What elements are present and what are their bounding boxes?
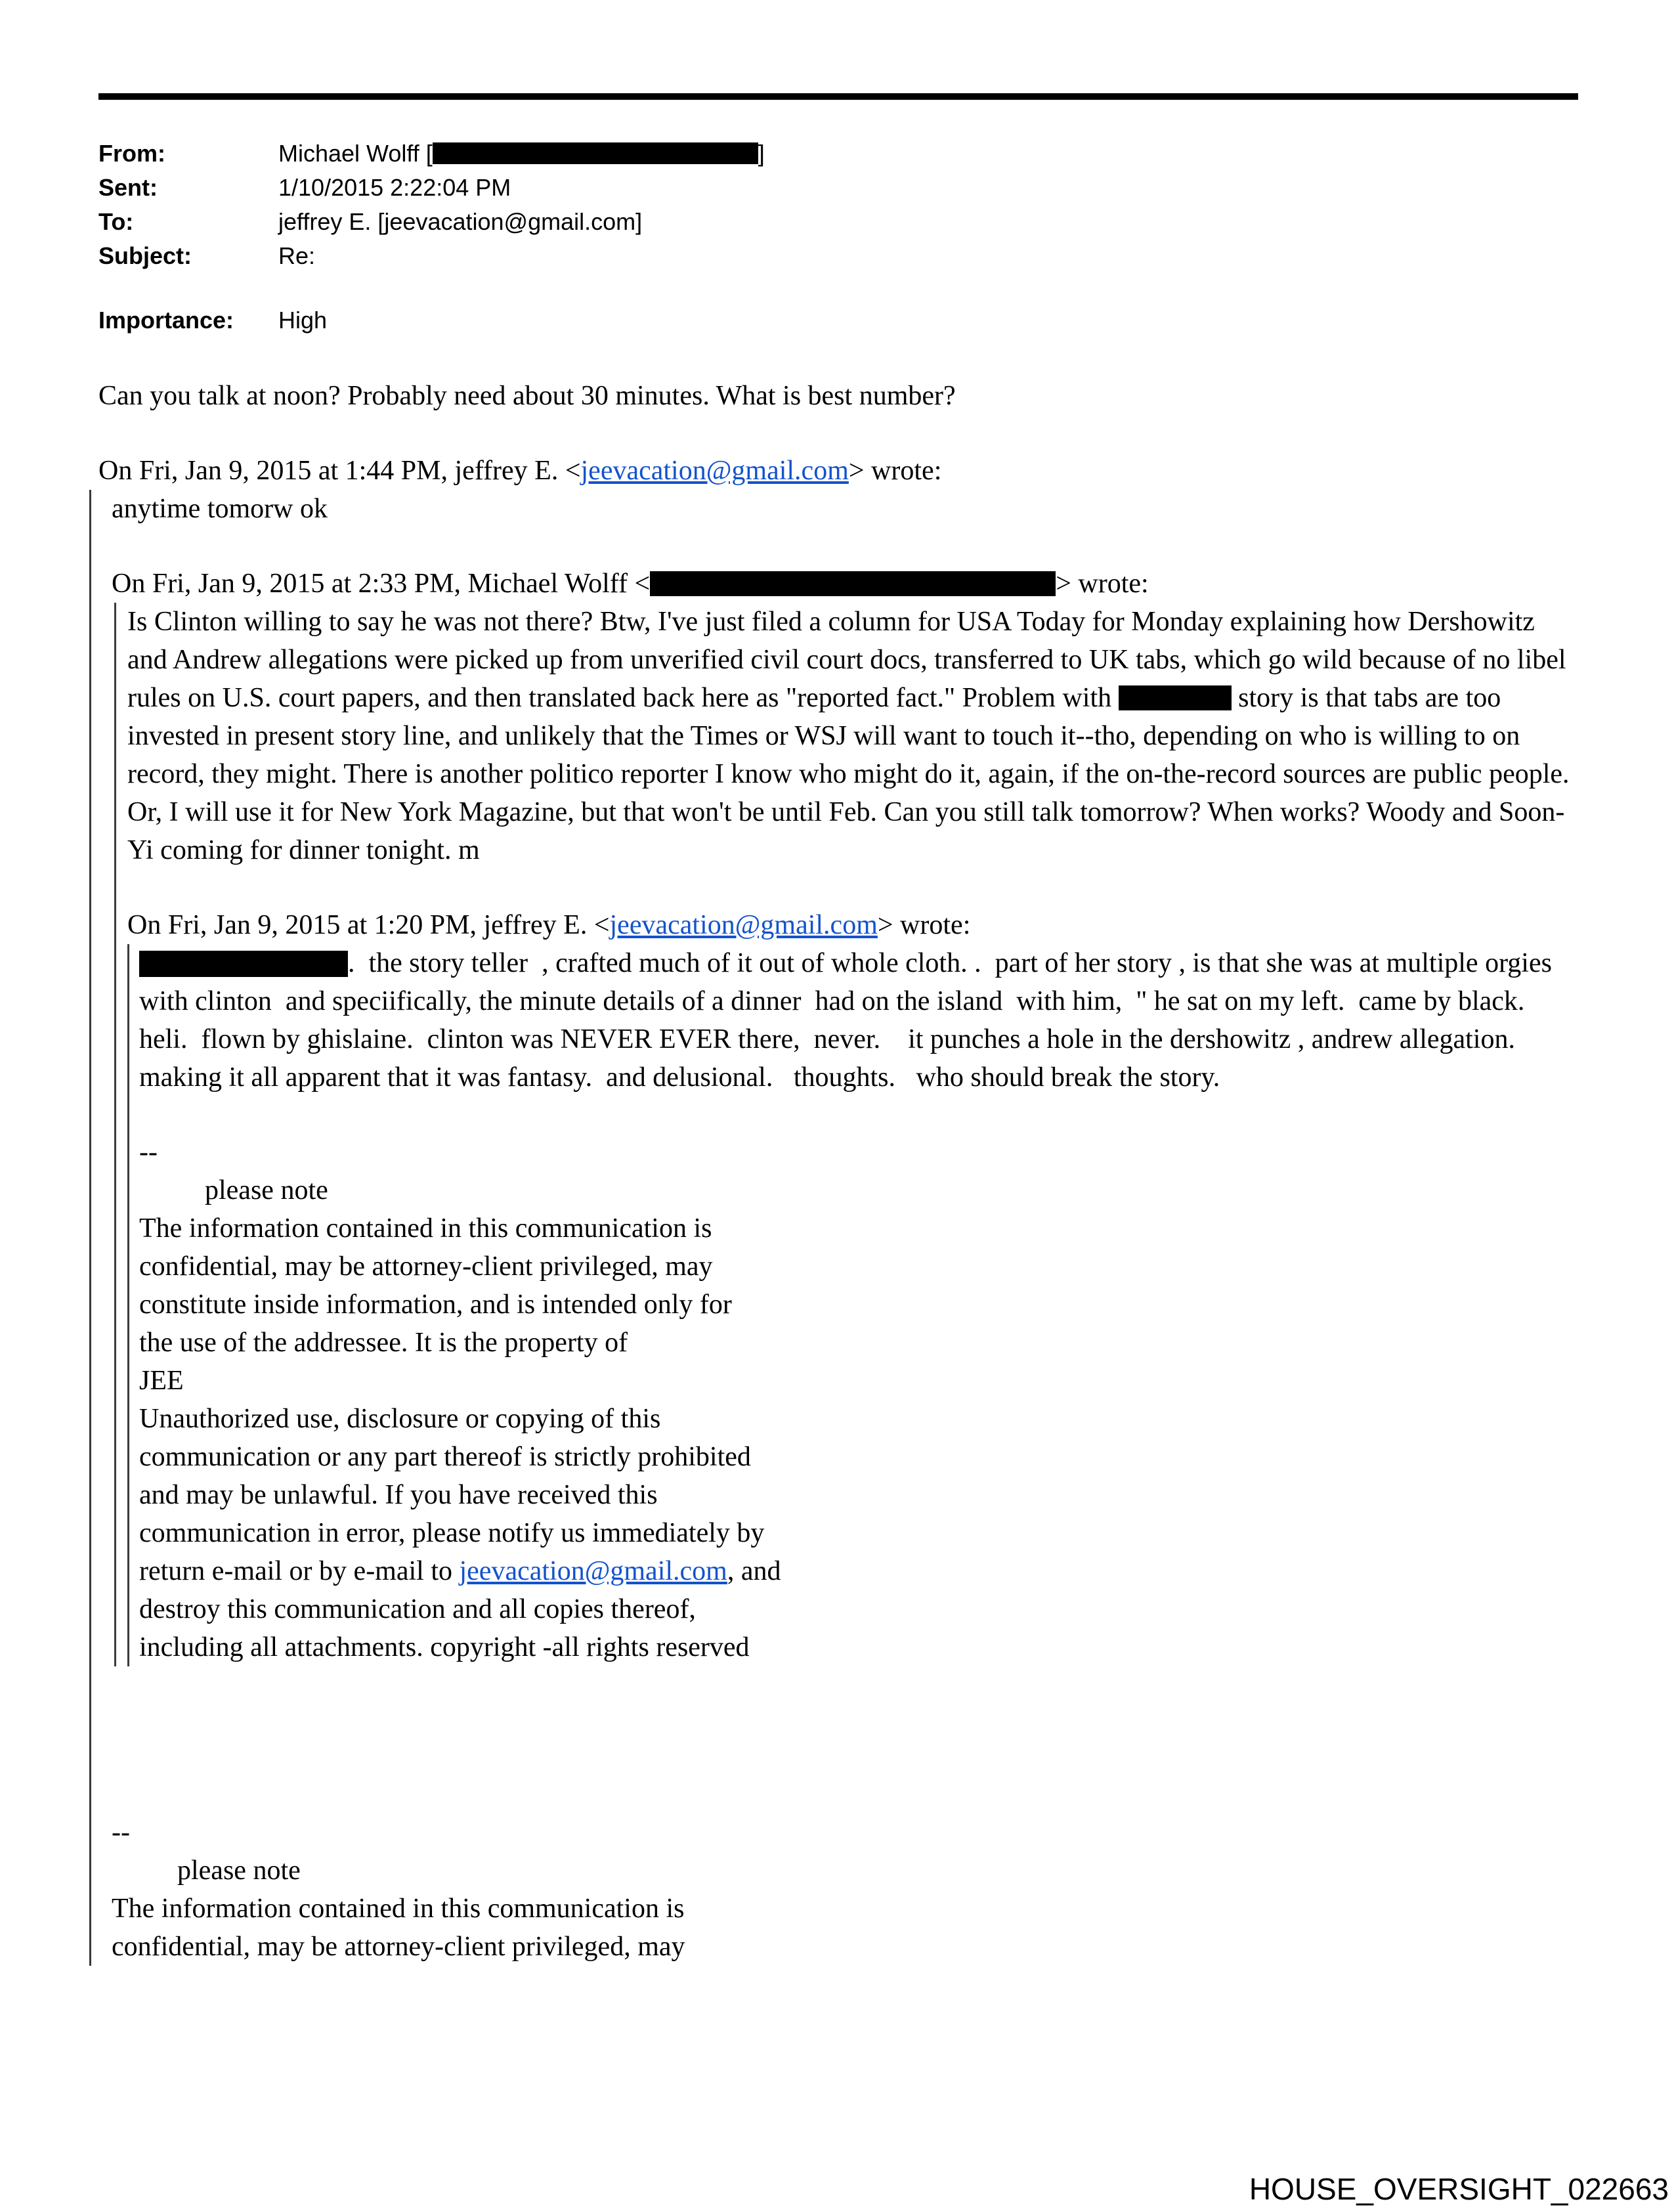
disclaimer-link-line xyxy=(139,1552,1578,1590)
disclaimer-block-truncated xyxy=(112,1890,1578,1966)
jeffrey-message-text: . the story teller , crafted much of it out of whole cloth. . part of her story , is that she was at multiple orgies with clinton and speciifically, the minute details of a dinner had on the island with him, " he sat on my left. came by black. heli. flown by ghislaine. clinton was NEVER EVER there, never. it punches a hole in the dershowitz , andrew allegation. making it all apparent that it was fantasy. and delusional. thoughts. who should break the story. xyxy=(139,948,1559,1093)
quote1-text: anytime tomorw ok xyxy=(112,494,328,524)
from-value xyxy=(278,137,765,171)
header-row-to xyxy=(98,205,1578,239)
wolff-message xyxy=(127,603,1578,869)
quote3-attribution-prefix: On Fri, Jan 9, 2015 at 1:20 PM, jeffrey E. < xyxy=(127,910,610,940)
disclaimer-line: destroy this communication and all copies thereof, xyxy=(139,1594,696,1624)
quote-level-1 xyxy=(89,490,1578,1966)
jeffrey-message xyxy=(139,944,1578,1096)
email-link[interactable]: jeevacation@gmail.com xyxy=(459,1556,727,1586)
quote1-attribution-prefix: On Fri, Jan 9, 2015 at 1:44 PM, jeffrey E. < xyxy=(98,456,581,486)
disclaimer-line: communication or any part thereof is strictly prohibited xyxy=(139,1442,751,1472)
email-link[interactable]: jeevacation@gmail.com xyxy=(580,456,849,486)
disclaimer-line: communication in error, please notify us immediately by xyxy=(139,1518,765,1548)
from-label: From: xyxy=(98,140,165,167)
quote3-attribution xyxy=(127,906,1578,944)
disclaimer-line: the use of the addressee. It is the property of xyxy=(139,1328,628,1358)
disclaimer-block xyxy=(139,1209,1578,1666)
quote1-attribution-suffix: > wrote: xyxy=(848,456,942,486)
signature-note: please note xyxy=(177,1855,301,1886)
from-value-prefix: Michael Wolff [ xyxy=(278,140,433,167)
redaction-bar xyxy=(1119,685,1232,710)
from-value-suffix: ] xyxy=(758,140,765,167)
disclaimer-line: confidential, may be attorney-client privileged, may xyxy=(112,1932,685,1962)
wolff-message-part1: Is Clinton willing to say he was not there? Btw, I've just filed a column for USA Today for Monday explaining how Dershowitz and Andrew allegations were picked up from unverified civil court docs, transferred to UK tabs, which go wild because of no libel rules on U.S. court papers, and then translated back here as "reported fact." Problem with xyxy=(127,607,1566,713)
quote3-attribution-suffix: > wrote: xyxy=(877,910,971,940)
sent-value: 1/10/2015 2:22:04 PM xyxy=(278,174,511,201)
quote2-attribution-prefix: On Fri, Jan 9, 2015 at 2:33 PM, Michael Wolff < xyxy=(112,569,651,599)
disclaimer-line: Unauthorized use, disclosure or copying of this xyxy=(139,1404,661,1434)
quote2-attribution xyxy=(112,565,1578,603)
wolff-message-part2: story is that tabs are too invested in present story line, and unlikely that the Times or WSJ will want to touch it--tho, depending on who is willing to on record, they might. There is another politico reporter I know who might do it, again, if the on-the-record sources are public people. Or, I will use it for New York Magazine, but that won't be until Feb. Can you still talk tomorrow? When works? Woody and Soon-Yi coming for dinner tonight. m xyxy=(127,683,1570,865)
redaction-bar xyxy=(139,951,348,977)
header-divider-rule xyxy=(98,93,1578,100)
quote-level-3 xyxy=(127,944,1578,1666)
signature-dashes: -- xyxy=(139,1137,158,1167)
to-label: To: xyxy=(98,208,134,235)
to-value: jeffrey E. [jeevacation@gmail.com] xyxy=(278,208,643,235)
disclaimer-link-prefix: return e-mail or by e-mail to xyxy=(139,1556,460,1586)
signature-dashes: -- xyxy=(112,1817,130,1848)
quote2-attribution-suffix: > wrote: xyxy=(1056,569,1149,599)
disclaimer-link-suffix: , and xyxy=(727,1556,781,1586)
disclaimer-line: confidential, may be attorney-client privileged, may xyxy=(139,1251,713,1282)
email-header xyxy=(98,137,1578,337)
header-row-from xyxy=(98,137,1578,171)
redaction-bar xyxy=(650,571,1056,596)
disclaimer-line: constitute inside information, and is intended only for xyxy=(139,1290,732,1320)
disclaimer-line: The information contained in this communication is xyxy=(112,1894,685,1924)
subject-value: Re: xyxy=(278,242,316,269)
disclaimer-line: and may be unlawful. If you have received this xyxy=(139,1480,658,1510)
disclaimer-line: The information contained in this communication is xyxy=(139,1213,712,1244)
importance-value: High xyxy=(278,307,328,334)
header-row-importance xyxy=(98,303,1578,337)
email-link[interactable]: jeevacation@gmail.com xyxy=(609,910,878,940)
subject-label: Subject: xyxy=(98,242,192,269)
sent-label: Sent: xyxy=(98,174,158,201)
disclaimer-line: including all attachments. copyright -all rights reserved xyxy=(139,1632,750,1662)
email-body xyxy=(98,377,1578,1966)
header-row-sent xyxy=(98,171,1578,205)
header-row-subject xyxy=(98,239,1578,273)
redaction-bar xyxy=(433,142,758,164)
opening-paragraph: Can you talk at noon? Probably need about 30 minutes. What is best number? xyxy=(98,381,956,411)
disclaimer-line: JEE xyxy=(139,1366,184,1396)
quote1-attribution xyxy=(98,452,1578,490)
importance-label: Importance: xyxy=(98,307,234,334)
quote-level-2 xyxy=(114,603,1578,1666)
signature-note: please note xyxy=(205,1175,328,1205)
bates-number: HOUSE_OVERSIGHT_022663 xyxy=(1249,2172,1669,2206)
